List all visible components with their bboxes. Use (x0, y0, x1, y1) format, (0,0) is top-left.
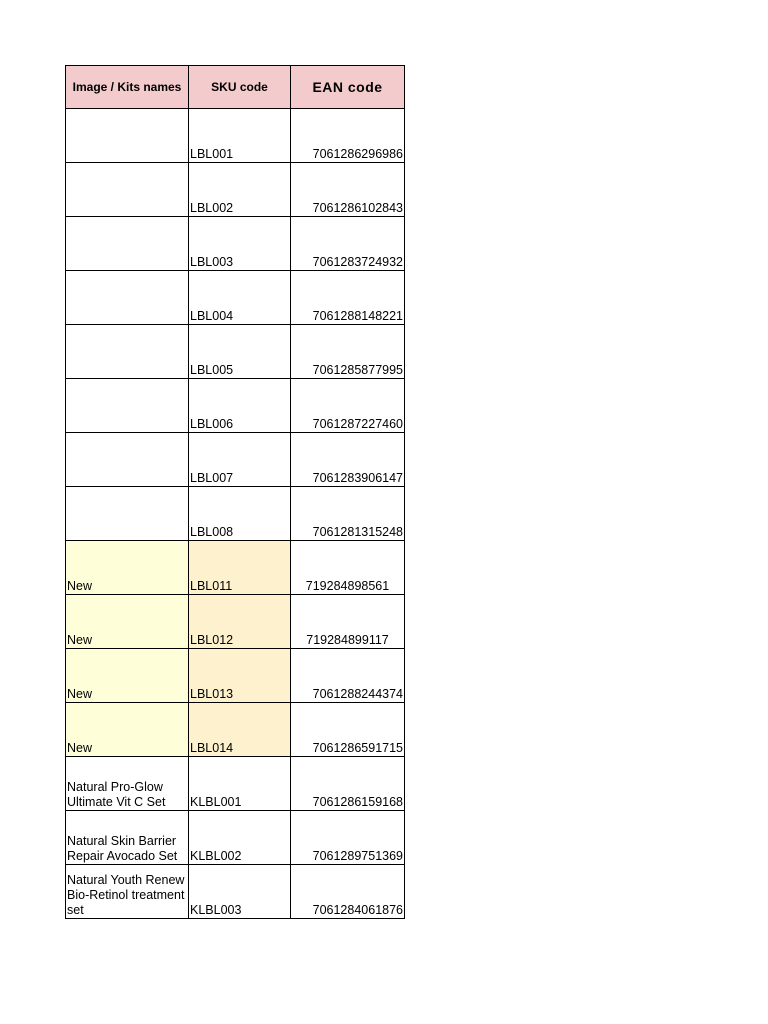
table-row (66, 433, 405, 487)
kit-name-cell: New (66, 703, 189, 757)
ean-cell: 7061284061876 (291, 865, 405, 919)
table-row (66, 217, 405, 271)
ean-cell: 7061288244374 (291, 649, 405, 703)
sku-cell: LBL004 (189, 271, 291, 325)
kit-name-cell (66, 217, 189, 271)
ean-cell: 7061283906147 (291, 433, 405, 487)
ean-cell: 7061286102843 (291, 163, 405, 217)
kit-name-cell: Natural Pro-Glow Ultimate Vit C Set (66, 757, 189, 811)
table-row-kit (66, 865, 405, 919)
kit-name-cell (66, 379, 189, 433)
product-code-table (65, 65, 405, 919)
kit-name-cell (66, 325, 189, 379)
ean-cell: 7061285877995 (291, 325, 405, 379)
table-row-new (66, 703, 405, 757)
ean-cell: 7061286591715 (291, 703, 405, 757)
kit-name-cell: New (66, 595, 189, 649)
sku-cell: LBL005 (189, 325, 291, 379)
sku-cell: LBL011 (189, 541, 291, 595)
ean-cell: 7061289751369 (291, 811, 405, 865)
table-row (66, 487, 405, 541)
sku-cell: LBL014 (189, 703, 291, 757)
sku-cell: LBL012 (189, 595, 291, 649)
kit-name-cell: New (66, 541, 189, 595)
table-row-new (66, 649, 405, 703)
sku-cell: LBL008 (189, 487, 291, 541)
kit-name-cell (66, 433, 189, 487)
ean-cell: 719284898561 (291, 541, 405, 595)
ean-cell: 7061287227460 (291, 379, 405, 433)
kit-name-cell: Natural Youth Renew Bio-Retinol treatment set (66, 865, 189, 919)
header-ean-code: EAN code (291, 66, 405, 109)
kit-name-cell (66, 487, 189, 541)
sku-cell: LBL002 (189, 163, 291, 217)
ean-cell: 719284899117 (291, 595, 405, 649)
ean-cell: 7061283724932 (291, 217, 405, 271)
header-kits-names: Image / Kits names (66, 66, 189, 109)
sku-cell: LBL013 (189, 649, 291, 703)
sku-cell: LBL001 (189, 109, 291, 163)
header-row (66, 66, 405, 109)
header-sku-code: SKU code (189, 66, 291, 109)
ean-cell: 7061286296986 (291, 109, 405, 163)
kit-name-cell (66, 109, 189, 163)
table-row-new (66, 541, 405, 595)
kit-name-cell: Natural Skin Barrier Repair Avocado Set (66, 811, 189, 865)
sku-cell: KLBL003 (189, 865, 291, 919)
table-row (66, 325, 405, 379)
sku-cell: LBL003 (189, 217, 291, 271)
ean-cell: 7061281315248 (291, 487, 405, 541)
kit-name-cell (66, 271, 189, 325)
table-row (66, 109, 405, 163)
table-row (66, 379, 405, 433)
table-row-kit (66, 757, 405, 811)
table-row (66, 271, 405, 325)
ean-cell: 7061288148221 (291, 271, 405, 325)
table-row (66, 163, 405, 217)
sku-cell: KLBL001 (189, 757, 291, 811)
kit-name-cell: New (66, 649, 189, 703)
sku-cell: LBL007 (189, 433, 291, 487)
kit-name-cell (66, 163, 189, 217)
sku-cell: KLBL002 (189, 811, 291, 865)
ean-cell: 7061286159168 (291, 757, 405, 811)
table-row-kit (66, 811, 405, 865)
sku-cell: LBL006 (189, 379, 291, 433)
table-row-new (66, 595, 405, 649)
